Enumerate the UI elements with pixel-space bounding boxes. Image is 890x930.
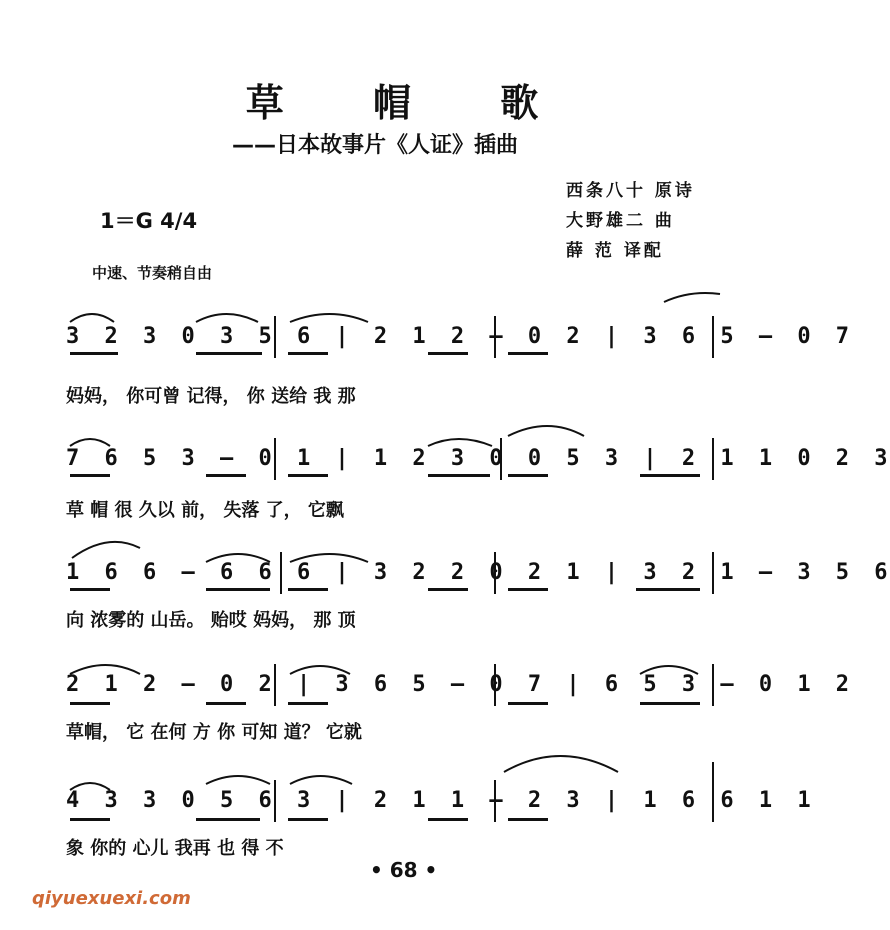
page-number: • 68 • — [370, 858, 438, 882]
notation-line-1: 3 2 3 0 3 5 6 | 2 1 2 — 0 2 | 3 6 5 — 0 7 — [66, 324, 852, 349]
lyrics-line-3: 向 浓雾的 山岳。 贻哎 妈妈， 那 顶 — [66, 610, 356, 631]
tempo-marking: 中速、节奏稍自由 — [92, 264, 213, 282]
notation-line-2: 7 6 5 3 — 0 1 | 1 2 3 0 0 5 3 | 2 1 1 0 2 3 — [66, 446, 890, 471]
lyricist-credit: 西条八十 原诗 — [566, 181, 695, 201]
lyrics-line-1: 妈妈， 你可曾 记得， 你 送给 我 那 — [66, 386, 356, 407]
notation-line-3: 1 6 6 — 6 6 6 | 3 2 2 0 2 1 | 3 2 1 — 3 5 6 — [66, 560, 890, 585]
lyrics-line-4: 草帽， 它 在何 方 你 可知 道？ 它就 — [66, 722, 362, 743]
key-signature: 1＝G 4/4 — [100, 209, 198, 233]
lyrics-line-5: 象 你的 心儿 我再 也 得 不 — [66, 838, 284, 859]
composer-credit: 大野雄二 曲 — [566, 211, 675, 231]
lyrics-line-2: 草 帽 很 久以 前， 失落 了， 它飘 — [66, 500, 344, 521]
song-title: 草 帽 歌 — [245, 81, 577, 125]
watermark: qiyuexuexi.com — [32, 888, 191, 909]
translator-credit: 薛 范 译配 — [566, 241, 664, 261]
notation-line-4: 2 1 2 — 0 2 | 3 6 5 — 0 7 | 6 5 3 — 0 1 2 — [66, 672, 852, 697]
notation-line-5: 4 3 3 0 5 6 3 | 2 1 1 — 2 3 | 1 6 6 1 1 — [66, 788, 813, 813]
song-subtitle: ——日本故事片《人证》插曲 — [232, 133, 519, 158]
